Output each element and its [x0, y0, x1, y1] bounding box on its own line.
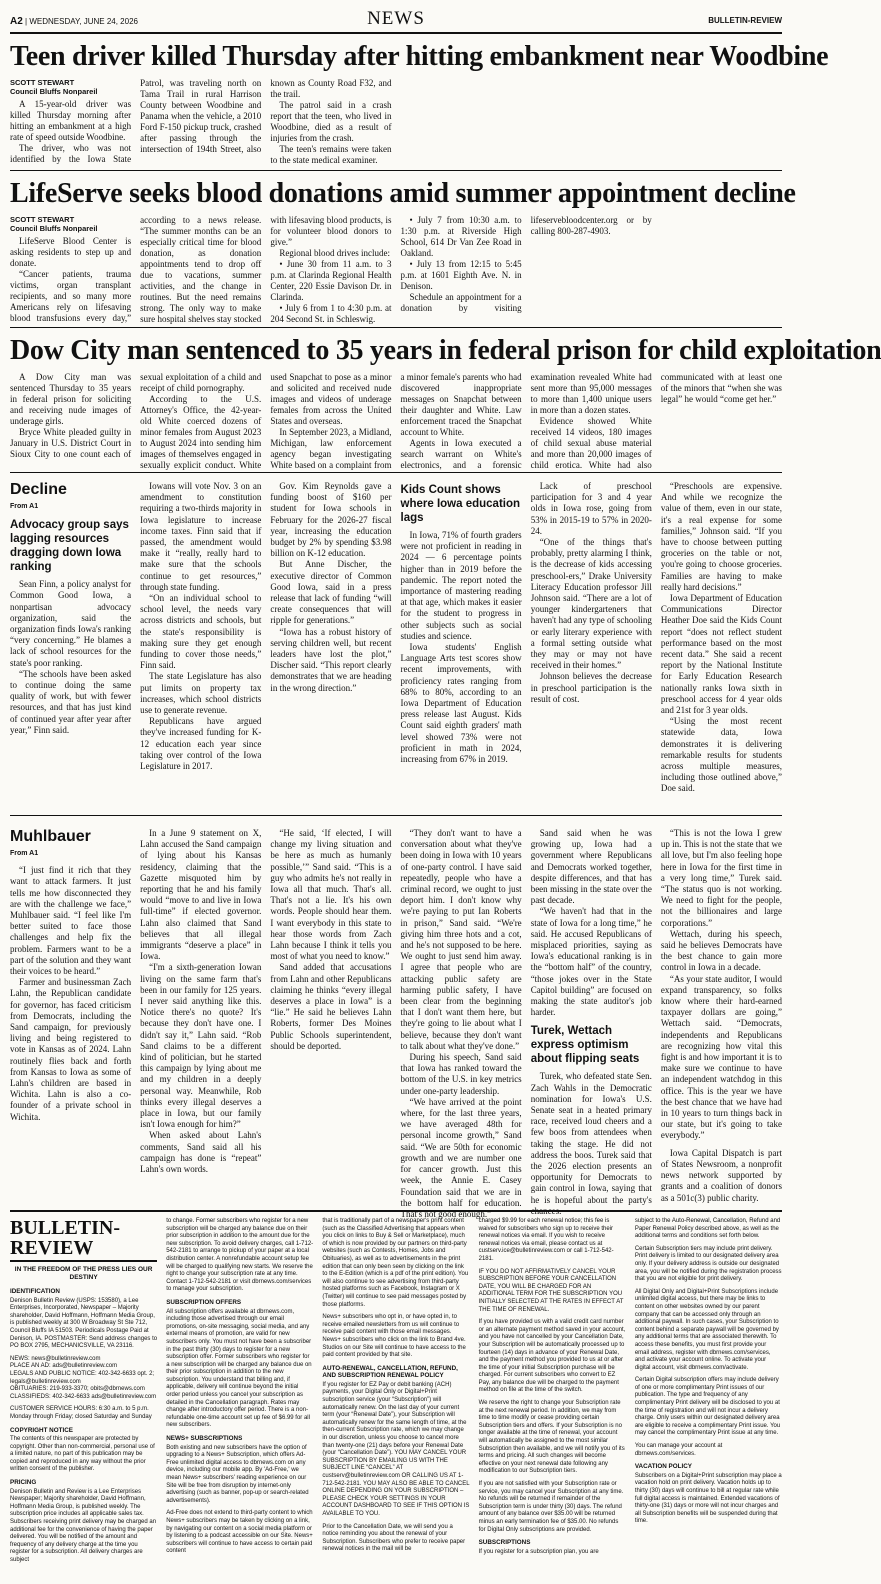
- pricing-text: Denison Bulletin and Review is a Lee Enterprises Newspaper; Majority shareholder, David Hoffmann, Hoffmann Media Group, is published weekly. The subscription price includes all applicable sales tax. Subscribers receiving print delivery may be charged an additional fee for the convenience of having the paper delivered. You will be notified of the amount and frequency of any delivery charge at the time you register for a subscription. All delivery charges are subject: [10, 1488, 157, 1563]
- policy-text: to change. Former subscribers who register for a new subscription will be charged any balance due on their prior subscription in addition to the amount due for the new subscription. To avoid delivery charges, call 1-712-542-2181 to arrange to pickup of your paper at a local distribution center. A nonrefundable account setup fee will be charged to qualifying new starts. We reserve the right to change your subscription rate at any time. Contact 1-712-542-2181 or visit dbrnews.com/services to manage your subscription.: [166, 1218, 314, 1293]
- paragraph: “The schools have been asked to continue doing the same quality of work, but with fewer resources, and that has just kind of continued year after year after year,” Finn said.: [10, 668, 132, 735]
- contact-line[interactable]: LEGALS AND PUBLIC NOTICE: 402-342-6633 opt. 2; legals@bulletinreview.com: [10, 1370, 155, 1385]
- paragraph: Farmer and businessman Zach Lahn, the Republican candidate for governor, has faced criticism from Democrats, including the Sand campaign, for previously living and being registered to vote in Kansas as of 2024. Lahn routinely flies back and forth from Kansas to Iowa as some of Lahn's children are based in Wichita. Lahn is also a co-founder of a private school in Wichita.: [10, 977, 132, 1122]
- paragraph: “On an individual school to school level, the needs vary across districts and schools, but the state's responsibility is making sure they get enough funding to cover those needs,” Finn said.: [140, 593, 262, 671]
- story-body: [10, 78, 782, 170]
- paragraph: Sand said when he was growing up, Iowa had a government where Republicans and Democrats worked together, despite differences, and that has been missing in the state over the past decade.: [530, 828, 652, 906]
- policy-text: subject to the Auto-Renewal, Cancellation, Refund and Paper Renewal Policy described above, as well as the additional terms and conditions set forth below.: [634, 1218, 781, 1240]
- policy-text: Both existing and new subscribers have the option of upgrading to a News+ Subscription, which offers Ad-Free unlimited digital access to dbrnews.com on any device, including our mobile app. By 'Ad-Free,' we mean News+ subscribers' reading experience on our Site will be free from disruption by internet-only advertising (such as banner, pop-up or search-related advertisements).: [166, 1444, 309, 1504]
- policy-text: charged $9.99 for each renewal notice; this fee is waived for subscribers who sign up to receive their renewal notices via email. If you wish to receive renewal notices via email, please contact us at custserv.ice@bulletinreview.com or call 1-712-542-2181.: [478, 1218, 614, 1262]
- column: [10, 828, 131, 1210]
- section-heading: SUBSCRIPTION OFFERS: [166, 1298, 242, 1306]
- paragraph: Turek, who defeated state Sen. Zach Wahls in the Democratic nomination for Iowa's U.S. Senate seat in a heated primary race, received loud cheers and a few boos from attendees when taking the stage. He did not address the boos. Turek said that the 2026 election presents an opportunity for Democrats to gain control in Iowa, saying that he is hopeful about the party's chances.: [530, 1071, 652, 1216]
- byline: SCOTT STEWART Council Bluffs Nonpareil: [10, 78, 98, 96]
- subheadline: Kids Count shows where Iowa education lags: [400, 484, 521, 524]
- section-heading: SUBSCRIPTIONS: [478, 1539, 531, 1547]
- paragraph: Iowans will vote Nov. 3 on an amendment to constitution requiring a two-thirds majority in Iowa legislature to increase income taxes. Finn said that if passed, the amendment would make it “really, really hard to make sure that the schools continue to get resources,” through state funding.: [140, 481, 262, 592]
- paragraph: The driver, who was not identified by the Iowa State Patrol, was traveling north on Tama Trail in rural Harrison County between Woodbine and Panama when the vehicle, a 2010 Ford F-150 pickup truck, crashed after passing through the intersection of 194th Street, also known as County Road F32, and the trail.: [10, 78, 392, 164]
- contact-line[interactable]: OBITUARIES: 219-933-3370; obits@dbrnews.com: [10, 1386, 145, 1393]
- paragraph: “He said, ‘If elected, I will change my living situation and be here as much as humanly possible,’” Sand said. “This is a guy who admits he's not really in Iowa all that much. That's all. That's not a lie. It's his own words. People should hear them. I want everybody in this state to hear those words from Zach Lahn because I think it tells you most of what you need to know.”: [270, 828, 392, 962]
- motto: IN THE FREEDOM OF THE PRESS LIES OUR DESTINY: [14, 1266, 153, 1281]
- paragraph: When asked about Lahn's comments, Sand said all his campaign has done is “repeat” Lahn's own words.: [140, 1130, 262, 1175]
- paragraph: Iowa students' English Language Arts test scores show recent improvements, with proficiency rates ranging from 68% to 80%, according to an Iowa Department of Education press release last August. Kids Count said eighth graders' math level showed 73% were not proficient in math in 2024, increasing from 67% in 2019.: [400, 642, 522, 765]
- section-heading: VACATION POLICY: [634, 1463, 692, 1471]
- paragraph: But Anne Discher, the executive director of Common Good Iowa, said in a press release that lack of funding “will create consequences that will ripple for generations.”: [270, 559, 392, 626]
- paragraph: LifeServe Blood Center is asking residents to step up and donate.: [10, 236, 132, 268]
- paragraph: Lack of preschool participation for 3 and 4 year olds in Iowa rose, going from 53% in 2015-19 to 57% in 2020-24.: [530, 481, 652, 536]
- paragraph: Johnson believes the decrease in preschool participation is the result of cost.: [530, 671, 652, 704]
- paragraph: “We haven't had that in the state of Iowa for a long time,” he said. He accused Republicans of misplaced priorities, saying as Iowa's educational ranking is in the “bottom half” of the country, “those jokes over in the State Capitol building” are focused on making the state auditor's job harder.: [530, 906, 652, 1018]
- folio-bar: [10, 8, 782, 34]
- paragraph: Sean Finn, a policy analyst for Common Good Iowa, a nonpartisan advocacy organization, said the organization finds Iowa's ranking “very concerning.” He blames a lack of school resources for the state's poor ranking.: [10, 579, 132, 668]
- policy-text: IF YOU DO NOT AFFIRMATIVELY CANCEL YOUR SUBSCRIPTION BEFORE YOUR CANCELLATION DATE, YOU WILL BE CHARGED FOR AN ADDITIONAL TERM FOR THE SUBSCRIPTION YOU INITIALLY SELECTED AT THE RATES IN EFFECT AT THE TIME OF RENEWAL.: [478, 1268, 624, 1313]
- policy-text: If you register for a subscription plan, you are: [478, 1548, 599, 1555]
- policy-text: If you have provided us with a valid credit card number or an alternate payment method saved in your account, and you have not cancelled by your Cancellation Date, your Subscription will be automatically processed up to fourteen (14) days in advance of your Renewal Date, and the payment method you provided to us at or after the time of your initial Subscription purchase will be charged. For current subscribers who convert to EZ Pay, any balance due will be charged to the payment method on file at the time of the switch.: [478, 1319, 626, 1394]
- paragraph: “I just find it rich that they want to attack farmers. It just tells me how disconnected they are with the challenge we face,” Muhlbauer said. “I feel like I'm better suited to face those challenges and help fix the problem. Farmers want to be a part of the solution and they want their voices to be heard.”: [10, 865, 132, 977]
- policy-column: [322, 1218, 470, 1553]
- paragraph: Gov. Kim Reynolds gave a funding boost of $160 per student for Iowa schools in February for the 2026-27 fiscal year, increasing the education budget by 2% by spending $3.98 billion on K-12 education.: [270, 481, 392, 559]
- story-dow-city: [10, 335, 881, 473]
- paragraph: A Dow City man was sentenced Thursday to 35 years in federal prison for soliciting and receiving nude images of underage girls.: [10, 372, 132, 426]
- column: [530, 828, 652, 1216]
- section-heading: NEWS+ SUBSCRIPTIONS: [166, 1435, 243, 1443]
- jump-from: From A1: [10, 503, 39, 510]
- paragraph: Bryce White pleaded guilty in January in U.S. District Court in Sioux City to one count each of sexual exploitation of a child and receipt of child pornography.: [10, 372, 262, 459]
- column: [270, 828, 391, 1210]
- policy-text: Ad-Free does not extend to third-party content to which News+ subscribers may be taken by clicking on a link, by navigating our content on a social media platform or by listening to a podcast accessible on our Site. News+ subscribers will continue to have access to certain paid content: [166, 1510, 313, 1555]
- paragraph: “Cancer patients, trauma victims, organ transplant recipients, and so many more Americans rely on lifesaving blood transfusions every day,” according to a news release. “The summer months can be an especially critical time for blood donation, as donation appointments tend to drop off due to vacations, summer activities, and the change in routines. But the need remains strong. The only way to make sure hospital shelves stay stocked with lifesaving blood products, is for volunteer blood donors to give.”: [10, 215, 392, 324]
- paragraph: In a June 9 statement on X, Lahn accused the Sand campaign of lying about his Kansas residency, claiming that the Gazette misquoted him by reporting that he and his family would “move to and live in Iowa full-time” if elected governor. Lahn also claimed that Sand believes that all illegal immigrants “deserve a place” in Iowa.: [140, 828, 262, 962]
- paragraph: “One of the things that's probably, pretty alarming I think, is the decrease of kids accessing preschool-ers,” Drake University Literacy Education professor Jill Johnson said. “There are a lot of younger kindergarteners that haven't had any type of schooling or early literary experience with a formal setting outside what they may or may not have received in their homes.”: [530, 537, 652, 671]
- policy-text: News+ subscribers who opt in, or have opted in, to receive emailed newsletters from us will continue to receive paid content with those email messages. News+ subscribers who click on the link to Brand 4ve. Studios on our Site will continue to have access to the paid content provided by that site.: [322, 1314, 466, 1359]
- newspaper-page: [10, 0, 881, 1578]
- decline-jump: [10, 473, 782, 816]
- story-body: [10, 215, 782, 327]
- column: [400, 828, 522, 1219]
- contact-line[interactable]: NEWS: news@bulletinreview.com: [10, 1355, 101, 1362]
- section-heading: IDENTIFICATION: [10, 1288, 60, 1295]
- paragraph: In September 2023, a Midland, Michigan, law enforcement agency began investigating White based on a complaint from a minor female's parents who had discovered inappropriate messages on Snapchat between their daughter and White. Law enforcement traced the Snapchat account to White.: [270, 372, 522, 470]
- section-name: NEWS: [367, 8, 425, 29]
- policy-text: Certain Digital subscription offers may include delivery of one or more complimentary Print issues of our publication. The type and frequency of any complimentary Print delivery will be disclosed to you at the time of registration and will not incur a delivery charge. Only users within our designated delivery area are eligible to receive a complimentary Print issue. You may cancel the complimentary Print issue at any time.: [634, 1377, 781, 1437]
- identification-text: Denison Bulletin Review (USPS: 153580), a Lee Enterprises, Incorporated, Newspaper – Majority shareholder, David Hoffmann, Hoffmann Media Group, is published weekly at 300 W Broadway St Ste 712, Council Bluffs IA 51503. Periodicals Postage Paid at Denison, IA. POSTMASTER: Send address changes to PO BOX 2795, MECHANICSVILLE, VA 23116.: [10, 1297, 158, 1350]
- credit-note: Iowa Capital Dispatch is part of States Newsroom, a nonprofit news network supported by grants and a coalition of donors as a 501c(3) public charity.: [660, 1147, 783, 1203]
- masthead-column: [10, 1217, 158, 1563]
- paragraph: Sand added that accusations from Lahn and other Republicans claiming he thinks “every illegal deserves a place in Iowa” is a “lie.” He said he believes Lahn Roberts, former Des Moines Public Schools superintendent, should be deported.: [270, 962, 392, 1051]
- paragraph: “We have arrived at the point where, for the last three years, we have averaged 48th for personal income growth,” Sand said. “We are 50th for economic growth and we are number one for cancer growth. Just this week, the Annie E. Casey Foundation said that we are in the bottom half for education. That's not good enough.”: [400, 1096, 522, 1219]
- paragraph: Schedule an appointment for a donation by visiting lifeservebloodcenter.org or by calling 800-287-4903.: [400, 215, 652, 313]
- paper-name-folio: BULLETIN-REVIEW: [708, 16, 782, 25]
- paragraph: • July 6 from 1 to 4:30 p.m. at 204 Second St. in Schleswig.: [270, 303, 392, 324]
- paragraph: “I'm a sixth-generation Iowan living on the same farm that's been in our family for 125 years. I never said anything like this. Notice there's no quote? It's because they don't have one. I didn't say it,” Lahn said. “Rob Sand claims to be a different kind of politician, but he started this campaign by lying about me and my children in a deeply personal way. Meanwhile, Rob thinks every illegal deserves a place in Iowa, but our family isn't Iowa enough for him?”: [140, 962, 262, 1130]
- folio-left: A2 | WEDNESDAY, JUNE 24, 2026: [10, 16, 138, 27]
- story-body: [10, 372, 782, 472]
- policy-text: All Digital Only and Digital+Print Subscriptions include unlimited digital access, but there may be links to content on other websites owned by our parent company that can be accessed only through an additional paywall. In such cases, your Subscription to content behind a separate paywall will be governed by any additional terms that are associated therewith. To access these benefits, you must first provide your email address, register with dbrnews.com/services, and activate your account online. To activate your digital account, visit dbrnews.com/activate.: [634, 1288, 779, 1371]
- policy-text: If you are not satisfied with your Subscription rate or service, you may cancel your Subscription at any time. No refunds will be returned if remainder of the Subscription term is under thirty (30) days. The refund amount of any balance over $35.00 will be returned minus an early termination fee of $35.00. No refunds for Digital Only subscriptions are provided.: [478, 1481, 624, 1533]
- paragraph: The patrol said in a crash report that the teen, who lived in Woodbine, died as a result of injuries from the crash.: [270, 100, 392, 143]
- issue-date: WEDNESDAY, JUNE 24, 2026: [29, 17, 138, 26]
- paragraph: “Iowa has a robust history of serving children well, but recent leaders have lost the plot,” Discher said. “This report clearly demonstrates that we are heading in the wrong direction.”: [270, 626, 392, 693]
- column: [661, 481, 782, 815]
- story-lifeserve: [10, 178, 796, 328]
- headline-lifeserve[interactable]: LifeServe seeks blood donations amid summer appointment decline: [10, 178, 796, 209]
- policy-text: We reserve the right to change your Subscription rate at the next renewal period. In addition, we may from time to time modify or cease providing certain Subscription tiers and offers. If your Subscription is no longer available at the time of renewal, your account will automatically be assigned to the most similar Subscription then available, and we will notify you of its terms and pricing. All such changes will become effective on your next renewal date following any modification to our Subscription tiers.: [478, 1400, 625, 1475]
- paragraph: “They don't want to have a conversation about what they've been doing in Iowa with 10 years of one-party control. I have said repeatedly, people who have a criminal record, we ought to just deport him. I don't know why we're paying to put Ian Roberts in prison,” Sand said. “We're giving him three hots and a cot, and he's not supposed to be here. We ought to just send him away. I agree that people who are attacking public safety are harming public safety, I have been clear from the beginning that I don't want them here, but they're going to lie about what I believe, because they don't want to talk about what they've done.”: [400, 828, 522, 1051]
- jump-kicker[interactable]: Muhlbauer: [10, 828, 91, 845]
- column: [531, 481, 652, 815]
- paragraph: “As your state auditor, I would expand transparency, so folks know where their hard-earned taxpayer dollars are going,” Wettach said. “Democrats, independents and Republicans are recognizing how vital this fight is and how important it is to make sure we continue to have an independent watchdog in this office. This is the year we have the best chance that we have had in 10 years to turn things back in our state, but it's going to take everybody.”: [660, 973, 783, 1141]
- paragraph: • July 13 from 12:15 to 5:45 p.m. at 1601 Eighth Ave. N. in Denison.: [400, 259, 522, 291]
- masthead-and-policies: [10, 1212, 782, 1563]
- policy-text: that is traditionally part of a newspaper's print content (such as the Classified Advertising that appears when you click on links to Buy & Sell or Marketplace), much of which is now provided by our partners on third-party websites (such as Contests, Homes, Jobs and Obituaries), as well as to advertisements in the print edition that can only been seen by clicking on the link to the E-Edition (which is a pdf of the print edition). You will also continue to see advertising from third-party hosted platforms such as Facebook, Instagram or X (Twitter) will continue to see paid messages posted by those platforms.: [322, 1218, 469, 1308]
- column: [661, 828, 782, 1210]
- column: [270, 481, 391, 815]
- policy-column: [166, 1218, 314, 1555]
- section-heading: COPYRIGHT NOTICE: [10, 1426, 73, 1434]
- column: [140, 828, 261, 1210]
- headline-dow-city[interactable]: Dow City man sentenced to 35 years in federal prison for child exploitation: [10, 335, 881, 366]
- policy-text: If you register for EZ Pay or debit banking (ACH) payments, your Digital Only or Digital+Print subscription service (your “Subscription”) will automatically renew. On the last day of your current term (your “Renewal Date”), your Subscription will automatically renew for the same length of time, at the then-current Subscription rate, which we may change in our discretion, unless you choose to cancel more than twenty-one (21) days before your Renewal Date (your “Cancellation Date”). YOU MAY CANCEL YOUR SUBSCRIPTION BY EMAILING US WITH THE SUBJECT LINE “CANCEL” AT custserv@bulletinreview.com OR CALLING US AT 1-712-542-2181. YOU MAY ALSO BE ABLE TO CANCEL ONLINE DEPENDING ON YOUR SUBSCRIPTION – PLEASE CHECK YOUR SETTINGS IN YOUR ACCOUNT DASHBOARD TO SEE IF THIS OPTION IS AVAILABLE TO YOU.: [322, 1381, 470, 1517]
- policy-text: All subscription offers available at dbrnews.com, including those advertised through our email promotions, on-site messaging, social media, and any external means of promotion, are valid for new subscribers only. You must not have been a subscriber in the past thirty (30) days to register for a new subscription offer. Former subscribers who register for a new subscription will be charged any balance due on their prior subscription in addition to the new subscription. You understand that billing and, if applicable, delivery will continue beyond the initial order period unless you cancel your subscription as detailed in the Cancellation paragraph. Rates may change after introductory offer period. There is a non-refundable one-time account set up fee of $6.99 for all new subscribers.: [166, 1308, 312, 1429]
- paragraph: Agents in Iowa executed a search warrant on White's electronics, and a forensic examination revealed White had sent more than 95,000 messages to more than 1,400 unique users in more than a dozen states.: [400, 372, 652, 470]
- paragraph: During his speech, Sand said that Iowa has ranked toward the bottom of the U.S. in key metrics under one-party leadership.: [400, 1052, 522, 1096]
- paragraph: The teen's remains were taken to the state medical examiner.: [270, 144, 392, 165]
- policy-column: [478, 1218, 626, 1555]
- paragraph: “This is not the Iowa I grew up in. This is not the state that we all love, but I'm also feeling hope here in Iowa for the first time in a very long time,” Turek said. “The status quo is not working. We need to fight for the people, not the billionaires and large corporations.”: [660, 828, 783, 928]
- paragraph: Republicans have argued they've increased funding for K-12 education each year since taking over control of the Iowa Legislature in 2017.: [140, 716, 262, 772]
- section-heading: PRICING: [10, 1479, 37, 1487]
- policy-text: You can manage your account at dbrnews.com/services.: [634, 1443, 723, 1457]
- jump-from: From A1: [10, 850, 39, 857]
- paragraph: Wettach, during his speech, said he believes Democrats have the best chance to gain more control in Iowa in a decade.: [660, 928, 783, 973]
- column: [401, 481, 522, 815]
- policy-text: Prior to the Cancellation Date, we will send you a notice reminding you about the renewal of your Subscription. Subscribers who prefer to receive paper renewal notices in the mail will be: [322, 1523, 466, 1553]
- contact-line[interactable]: PLACE AN AD: ads@bulletinreview.com: [10, 1363, 118, 1370]
- jump-kicker[interactable]: Decline: [10, 481, 67, 498]
- subheadline: Turek, Wettach express optimism about flipping seats: [530, 1025, 640, 1066]
- section-heading: AUTO-RENEWAL, CANCELLATION, REFUND, AND SUBSCRIPTION RENEWAL POLICY: [322, 1364, 458, 1380]
- policy-text: Certain Subscription tiers may include print delivery. Print delivery is limited to our designated delivery area only. If your delivery address is outside our designated area, you will be notified during the registration process that you are not eligible for print delivery.: [634, 1245, 782, 1283]
- paragraph: “Using the most recent statewide data, Iowa demonstrates it is delivering remarkable results for students across multiple measures, including those outlined above,” Doe said.: [660, 716, 783, 794]
- policy-text: Subscribers on a Digital+Print subscription may place a vacation hold on print delivery. Vacation holds up to thirty (30) days will continue to bill at regular rate while full digital access is maintained. Extended vacations of thirty-one (31) days or more will not incur charges and all Subscription benefits will be suspended during that time.: [634, 1472, 782, 1525]
- paragraph: According to the U.S. Attorney's Office, the 42-year-old White coerced dozens of minor females from August 2023 to August 2024 into sending him images of themselves engaged in sexually explicit conduct. White used Snapchat to pose as a minor and solicited and received nude images and videos of underage females from across the United States and overseas.: [140, 372, 392, 470]
- paragraph: In Iowa, 71% of fourth graders were not proficient in reading in 2024 — 6 percentage points higher than in 2019 before the pandemic. The report noted the importance of mastering reading at that age, which makes it easier for the student to progress in other subjects such as social studies and science.: [400, 530, 522, 641]
- paragraph: Iowa Department of Education Communications Director Heather Doe said the Kids Count report “does not reflect student performance based on the most recent data.” She said a recent report by the National Institute for Early Education Research nationally ranks Iowa sixth in preschool access for 4 year olds and 21st for 3 year olds.: [660, 593, 783, 716]
- service-hours: CUSTOMER SERVICE HOURS: 6:30 a.m. to 5 p.m. Monday through Friday; closed Saturday and Sunday: [10, 1406, 152, 1420]
- paragraph: A 15-year-old driver was killed Thursday morning after hitting an embankment at a high rate of speed outside Woodbine.: [10, 99, 132, 142]
- subheadline: Advocacy group says lagging resources dragging down Iowa ranking: [10, 519, 129, 574]
- column: [10, 481, 131, 815]
- page-number: A2: [10, 16, 23, 27]
- paragraph: Regional blood drives include:: [279, 248, 391, 258]
- newspaper-flag: BULLETIN-REVIEW: [10, 1218, 157, 1262]
- copyright-text: The contents of this newspaper are protected by copyright. Other than non-commercial, personal use of a limited nature, no part of this publication may be copied and reproduced in any way without the prior written consent of the publisher.: [10, 1436, 155, 1473]
- column: [140, 481, 261, 815]
- byline: SCOTT STEWART Council Bluffs Nonpareil: [10, 215, 98, 233]
- paragraph: Evidence showed White received 14 videos, 180 images of child sexual abuse material and more than 20,000 images of child erotica. White had also communicated with at least one of the minors that “when she was legal” he would “come get her.”: [530, 372, 782, 470]
- story-teen-driver: [10, 41, 829, 171]
- muhlbauer-jump: [10, 816, 783, 1219]
- contact-line[interactable]: CLASSIFIEDS: 402-342-6633 ads@bulletinreview.com: [10, 1393, 157, 1400]
- paragraph: • July 7 from 10:30 a.m. to 1:30 p.m. at Riverside High School, 614 Dr Van Zee Road in Oakland.: [400, 215, 522, 258]
- policy-column: [634, 1218, 782, 1525]
- paragraph: The state Legislature has also put limits on property tax increases, which school districts use to generate revenue.: [140, 671, 262, 716]
- paragraph: “Preschools are expensive. And while we recognize the value of them, even in our state, it's a real expense for some families,” Johnson said. “If you have to choose between putting groceries on the table or not, you're going to choose groceries. Families are having to make really hard decisions.”: [660, 481, 783, 592]
- paragraph: • June 30 from 11 a.m. to 3 p.m. at Clarinda Regional Health Center, 220 Essie Davison Dr. in Clarinda.: [270, 259, 392, 302]
- headline-teen-driver[interactable]: Teen driver killed Thursday after hitting embankment near Woodbine: [10, 41, 829, 72]
